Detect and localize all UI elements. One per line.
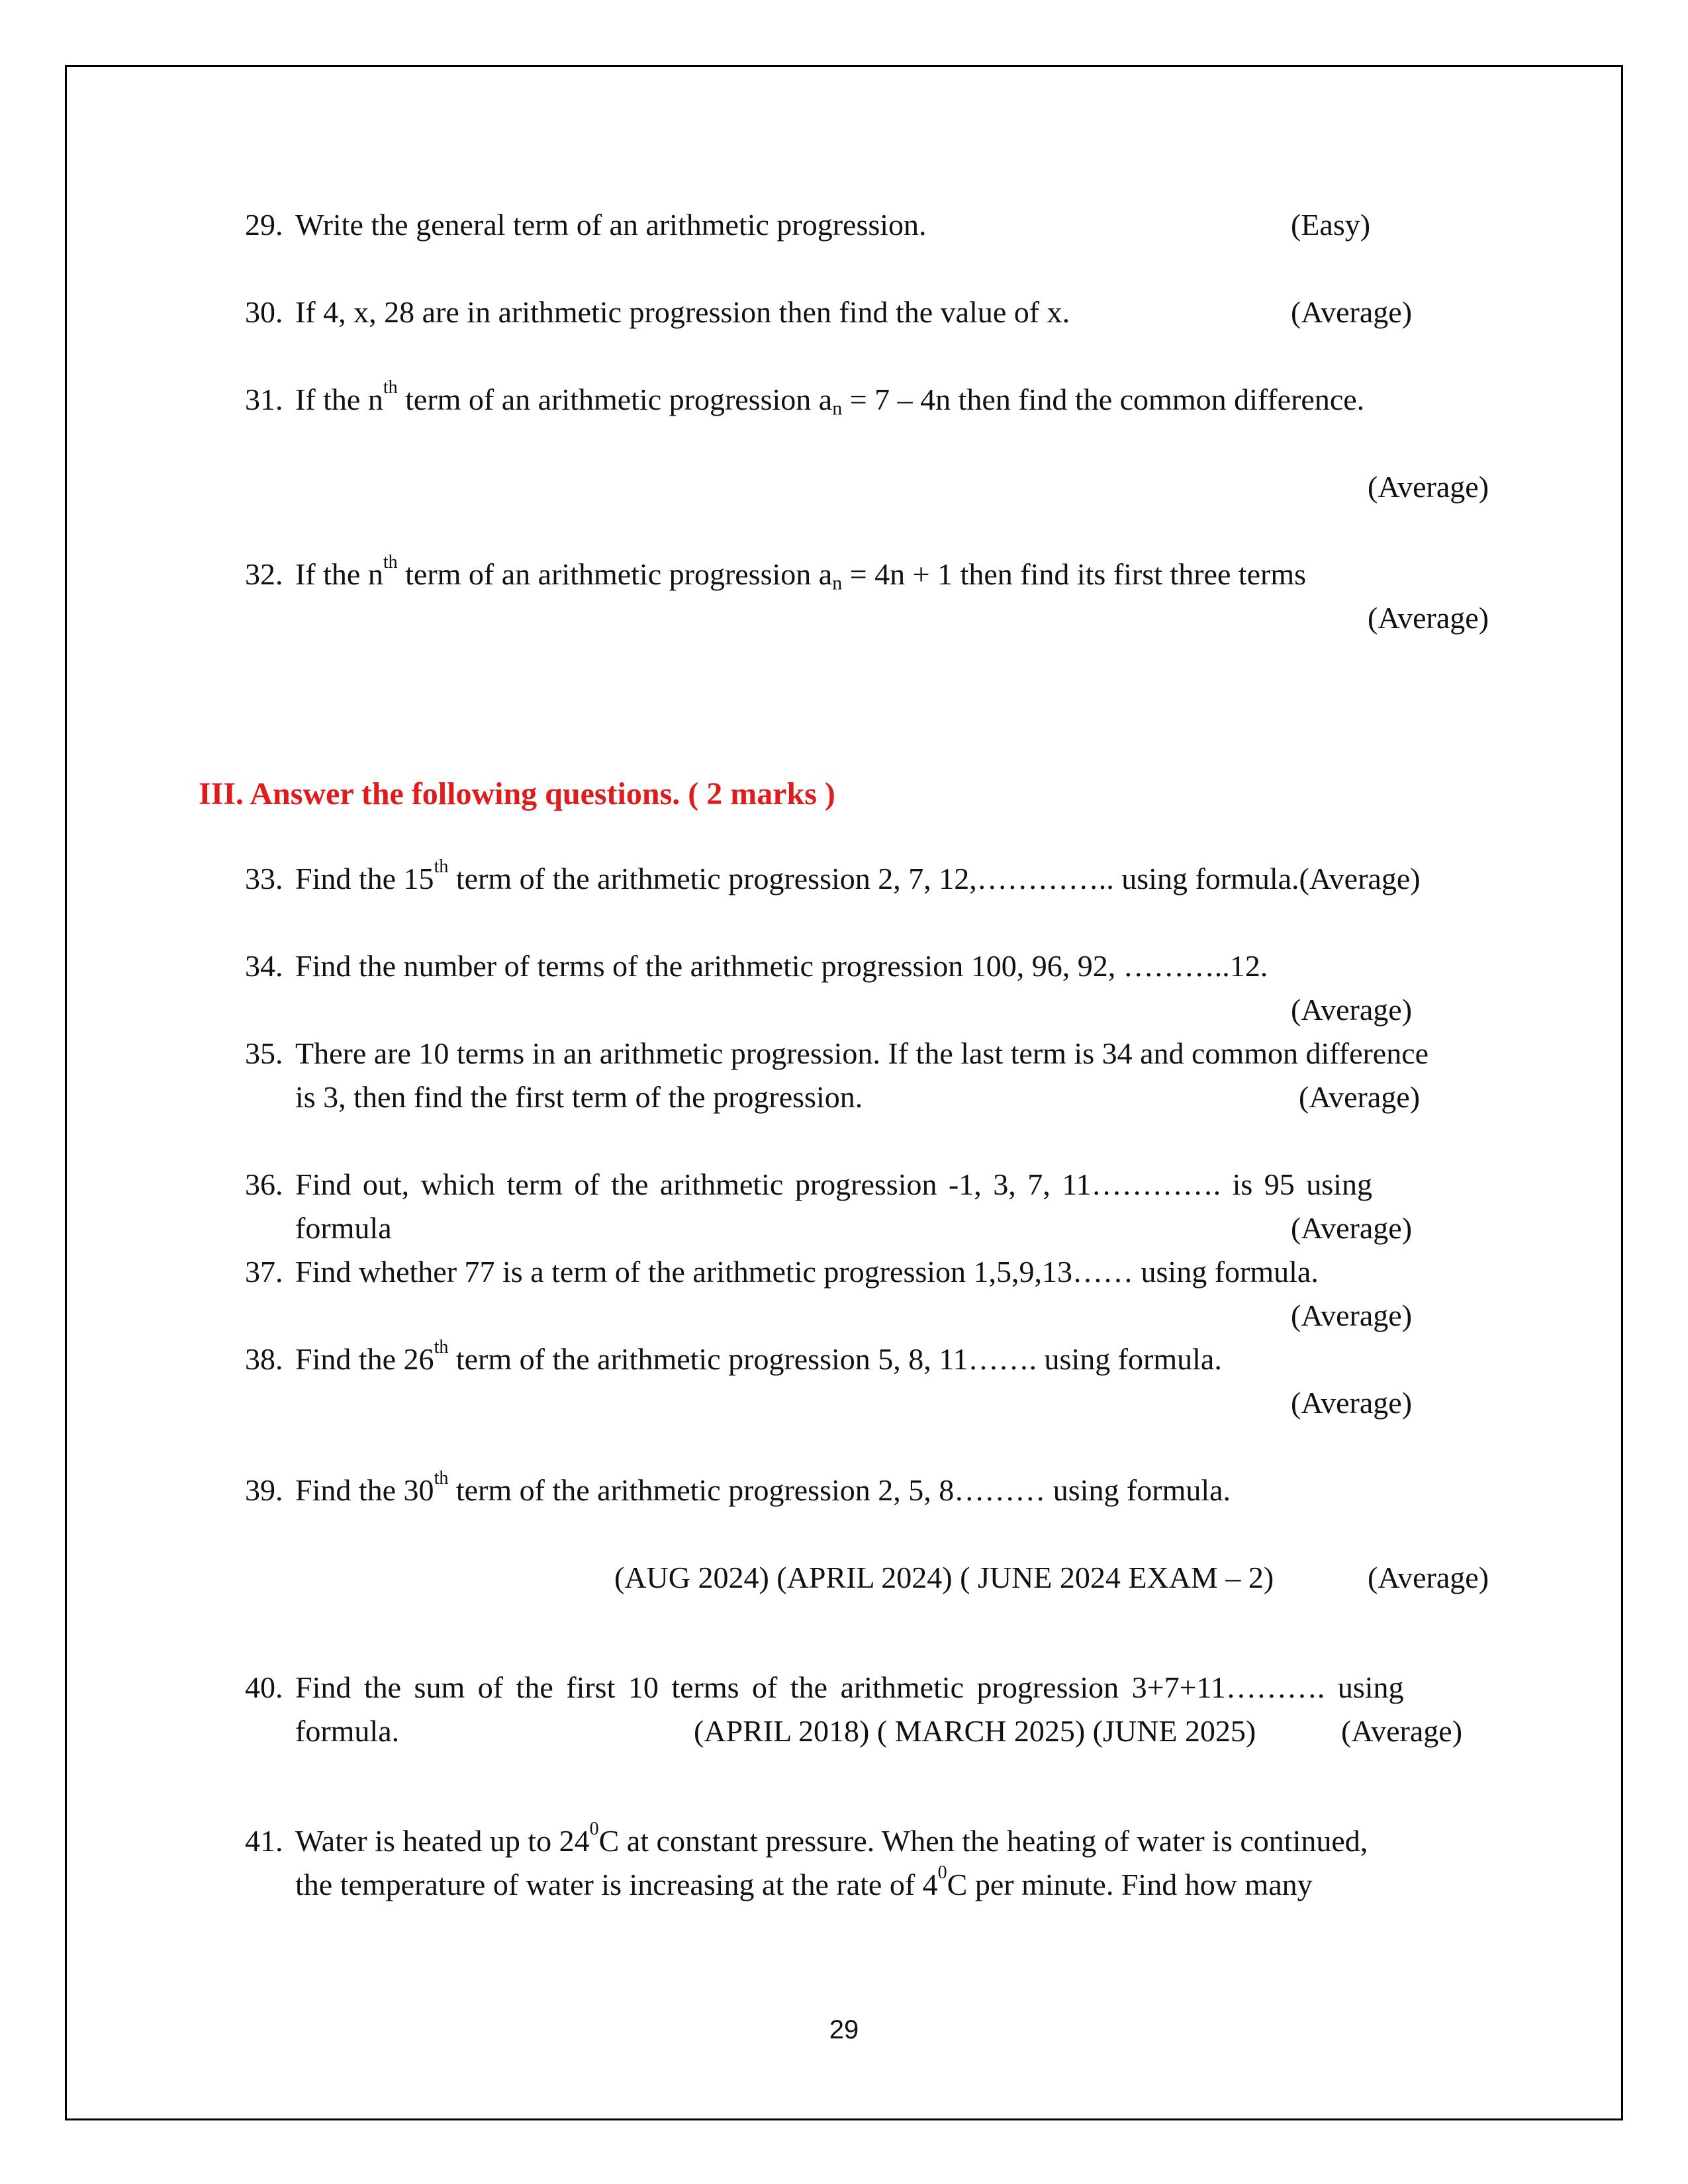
page-number: 29 bbox=[829, 2015, 859, 2044]
section-heading: III. Answer the following questions. ( 2 marks ) bbox=[199, 776, 835, 811]
